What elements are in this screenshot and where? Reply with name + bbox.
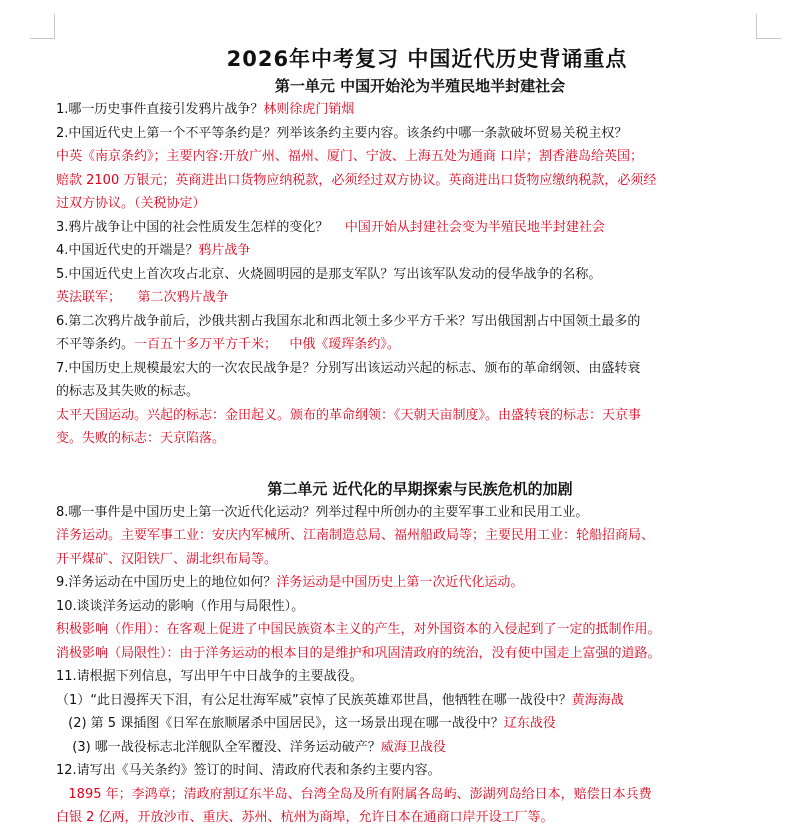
text-line [56,501,764,525]
question-text: 9.洋务运动在中国历史上的地位如何？ [56,575,277,590]
question-text: 不平等条约。 [56,337,135,352]
text-line [56,263,764,287]
page-corner-mark-left [30,14,55,39]
text-line [56,712,764,736]
question-text: 7.中国历史上规模最宏大的一次农民战争是？分别写出该运动兴起的标志、颁布的革命纲领、由盛转衰 [56,360,641,376]
text-line [56,98,764,122]
answer-text: 一百五十多万平方千米； 中俄《瑷珲条约》。 [134,337,400,352]
text-line [56,145,764,169]
text-line [56,427,764,451]
page-corner-mark-right [756,14,781,39]
text-line [56,665,764,689]
text-line [56,122,764,146]
text-line [56,357,764,381]
question-text: 11.请根据下列信息，写出甲午中日战争的主要战役。 [56,669,363,684]
answer-text: 威海卫战役 [380,739,446,755]
answer-text: 黄海海战 [571,692,624,708]
question-text: 5.中国近代史上首次攻占北京、火烧圆明园的是那支军队？写出该军队发动的侵华战争的名称。 [56,266,602,282]
text-line [56,618,764,642]
question-text: 2.中国近代史上第一个不平等条约是？列举该条约主要内容。该条约中哪一条款破坏贸易关税主权？ [56,125,628,141]
answer-text: 白银 2 亿两，开放沙市、重庆、苏州、杭州为商埠，允许日本在通商口岸开设工厂等。 [56,810,554,825]
text-line [56,736,764,760]
answer-text: 变。失败的标志：天京陷落。 [56,431,226,446]
answer-text: 中国开始从封建社会变为半殖民地半封建社会 [328,219,605,235]
text-line [56,380,764,404]
text-line [56,759,764,783]
question-text: 1.哪一历史事件直接引发鸦片战争？ [56,102,264,117]
answer-text: 太平天国运动。兴起的标志：金田起义。颁布的革命纲领：《天朝天亩制度》。由盛转衰的标志：天京事 [56,407,642,423]
answer-text: 鸦片战争 [198,243,251,258]
text-line [56,642,764,666]
answer-text: 赔款 2100 万银元；英商进出口货物应纳税款，必须经过双方协议。英商进出口货物应缴纳税款，必须经 [56,172,657,188]
text-line [56,571,764,595]
text-line [56,783,764,807]
text-line [56,404,764,428]
question-text: 8.哪一事件是中国历史上第一次近代化运动？列举过程中所创办的主要军事工业和民用工业。 [56,504,589,520]
question-text: (3) 哪一战役标志北洋舰队全军覆没、洋务运动破产？ [64,739,381,755]
answer-text: 积极影响（作用）：在客观上促进了中国民族资本主义的产生，对外国资本的入侵起到了一定的抵制作用。 [56,622,661,637]
section-gap [56,451,764,477]
question-text: 的标志及其失败的标志。 [56,384,200,399]
document-page [56,44,764,830]
answer-text: 英法联军； 第二次鸦片战争 [56,290,229,305]
unit-1-heading: 第一单元 中国开始沦为半殖民地半封建社会 [274,77,566,95]
question-text: 10.谈谈洋务运动的影响（作用与局限性）。 [56,598,305,614]
unit-2-heading: 第二单元 近代化的早期探索与民族危机的加剧 [267,479,573,498]
text-line [56,310,764,334]
question-text: 4.中国近代史的开端是？ [56,243,199,258]
text-line [56,806,764,830]
answer-text: 消极影响（局限性）：由于洋务运动的根本目的是维护和巩固清政府的统治，没有使中国走上富强的道路。 [56,645,661,661]
text-line [56,595,764,619]
answer-text: 林则徐虎门销烟 [263,102,355,117]
text-line [56,333,764,357]
unit-2-content [56,501,764,830]
document-title: 2026年中考复习 中国近代历史背诵重点 [226,47,628,71]
text-line [56,689,764,713]
text-line [56,548,764,572]
answer-text: 1895 年；李鸿章；清政府割辽东半岛、台湾全岛及所有附属各岛屿、澎湖列岛给日本，赔偿日本兵费 [56,786,652,802]
question-text: 3.鸦片战争让中国的社会性质发生怎样的变化？ [56,219,329,235]
question-text: （1）“此日漫挥天下泪，有公足壮海军威”哀悼了民族英雄邓世昌，他牺牲在哪一战役中？ [56,692,572,708]
question-text: 12.请写出《马关条约》签订的时间、清政府代表和条约主要内容。 [56,763,441,778]
text-line [56,286,764,310]
text-line [56,169,764,193]
question-text: 6.第二次鸦片战争前后，沙俄共割占我国东北和西北领土多少平方千米？写出俄国割占中国领土最多的 [56,313,641,329]
question-text: (2) 第 5 课插图《日军在旅顺屠杀中国居民》，这一场景出现在哪一战役中？ [64,716,504,731]
answer-text: 中英《南京条约》；主要内容:开放广州、福州、厦门、宁波、上海五处为通商 口岸；割香港岛给英国； [56,149,644,164]
text-line [56,524,764,548]
answer-text: 开平煤矿、汉阳铁厂、湖北织布局等。 [56,551,278,567]
unit-1-content [56,98,764,451]
text-line [56,239,764,263]
text-line [56,192,764,216]
answer-text: 洋务运动是中国历史上第一次近代化运动。 [276,575,524,590]
answer-text: 过双方协议。（关税协定） [56,196,206,211]
answer-text: 洋务运动。主要军事工业：安庆内军械所、江南制造总局、福州船政局等；主要民用工业：轮船招商局、 [56,528,655,543]
text-line [56,216,764,240]
answer-text: 辽东战役 [503,716,556,731]
